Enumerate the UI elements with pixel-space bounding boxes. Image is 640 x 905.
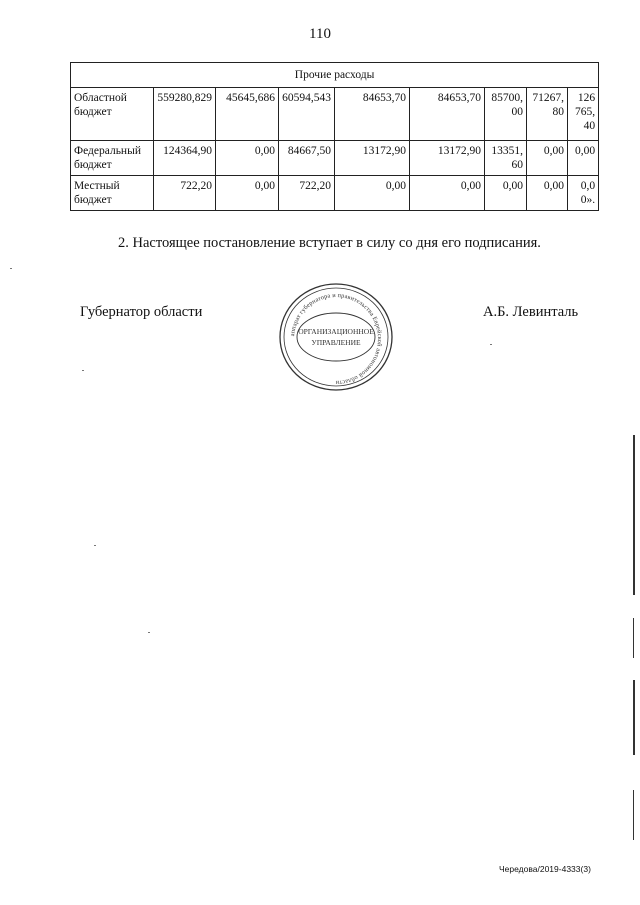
budget-table [70,62,599,211]
table-cell: 13172,90 [410,141,485,176]
table-cell: 0,00 [527,141,568,176]
table-cell: 0,00 [485,176,527,211]
table-row [71,88,599,141]
scan-speck [10,268,12,269]
table-cell: 722,20 [154,176,216,211]
table-cell: 13172,90 [335,141,410,176]
signatory-title: Губернатор области [80,304,203,320]
table-cell: 84653,70 [410,88,485,141]
table-cell: 0,00 [410,176,485,211]
table-cell: 0,00 [216,176,279,211]
table-cell: 0,00 [568,141,599,176]
row-label: Местный бюджет [71,176,154,211]
table-cell: 71267,80 [527,88,568,141]
table-cell: 126 765,40 [568,88,599,141]
scan-artifact [633,790,634,840]
table-cell: 722,20 [279,176,335,211]
clause-text: 2. Настоящее постановление вступает в силу со дня его подписания. [118,235,541,251]
table-cell: 0,00 [527,176,568,211]
seal-center-line1: ОРГАНИЗАЦИОННОЕ [298,327,374,336]
page-number: 110 [309,26,331,42]
scan-artifact [633,618,634,658]
row-label: Федеральный бюджет [71,141,154,176]
table-cell: 0,00 [216,141,279,176]
signatory-name: А.Б. Левинталь [483,304,579,320]
table-cell: 60594,543 [279,88,335,141]
seal-center-line2: УПРАВЛЕНИЕ [311,338,361,347]
table-header: Прочие расходы [71,63,599,88]
scan-artifact [633,435,635,595]
scan-speck [148,632,150,633]
table-cell: 0,00 [335,176,410,211]
table-cell: 0,00». [568,176,599,211]
table-cell: 85700,00 [485,88,527,141]
table-row [71,141,599,176]
seal-ring-text: аппарат губернатора и правительства Еврейской автономной области [289,291,384,387]
scan-speck [94,545,96,546]
table-cell: 45645,686 [216,88,279,141]
official-seal [272,277,400,393]
table-cell: 84653,70 [335,88,410,141]
document-code: Чередова/2019-4333(3) [499,864,591,874]
table-cell: 84667,50 [279,141,335,176]
scan-artifact [633,680,635,755]
table-row [71,176,599,211]
scan-speck [490,344,492,345]
row-label: Областной бюджет [71,88,154,141]
table-cell: 559280,829 [154,88,216,141]
table-cell: 124364,90 [154,141,216,176]
scan-speck [82,370,84,371]
table-cell: 13351,60 [485,141,527,176]
